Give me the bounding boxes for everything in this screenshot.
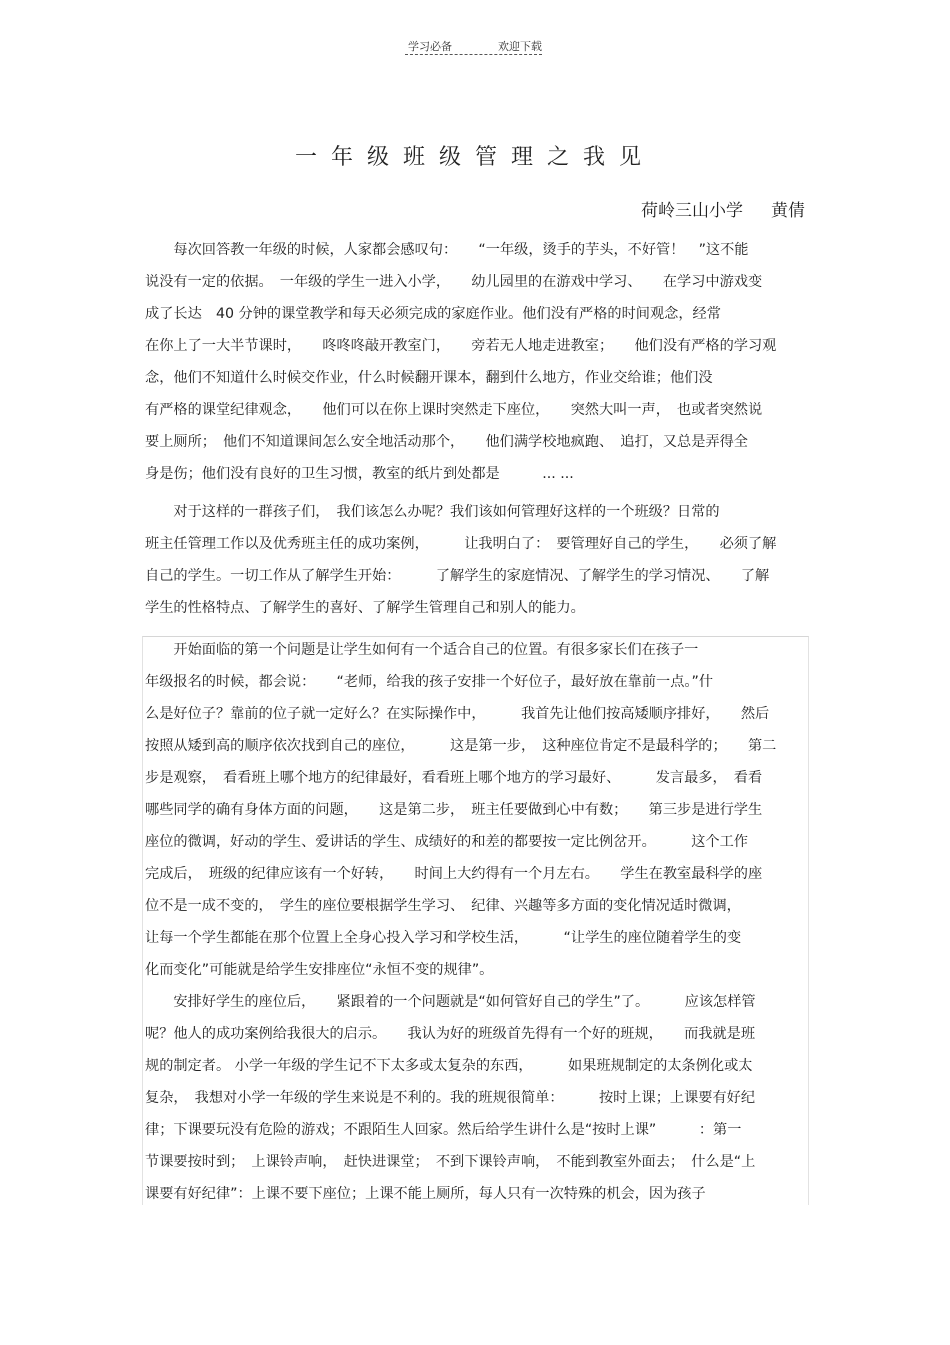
- header-dashed-rule: [405, 54, 542, 55]
- paragraph-1: [145, 234, 805, 490]
- header-left-text: 学习必备: [408, 40, 452, 53]
- paragraph-4: [145, 986, 805, 1210]
- paragraph-line: 让每一个学生都能在那个位置上全身心投入学习和学校生活， “让学生的座位随着学生的变: [145, 930, 742, 946]
- paragraph-3: [145, 634, 805, 986]
- paragraph-line: 学生的性格特点、了解学生的喜好、了解学生管理自己和别人的能力。: [145, 600, 585, 616]
- paragraph-line: 班主任管理工作以及优秀班主任的成功案例， 让我明白了： 要管理好自己的学生， 必须了解: [145, 536, 777, 552]
- author-name: 黄倩: [771, 201, 805, 221]
- paragraph-line: 呢？他人的成功案例给我很大的启示。 我认为好的班级首先得有一个好的班规， 而我就是班: [145, 1026, 756, 1042]
- paragraph-line: 完成后， 班级的纪律应该有一个好转， 时间上大约得有一个月左右。 学生在教室最科学的座: [145, 866, 763, 882]
- paragraph-line: 哪些同学的确有身体方面的问题， 这是第二步， 班主任要做到心中有数； 第三步是进行学生: [145, 802, 763, 818]
- paragraph-line: 要上厕所； 他们不知道课间怎么安全地活动那个， 他们满学校地疯跑、 追打，又总是弄得全: [145, 434, 748, 450]
- paragraph-line: 开始面临的第一个问题是让学生如何有一个适合自己的位置。有很多家长们在孩子一: [145, 642, 699, 658]
- paragraph-line: 对于这样的一群孩子们， 我们该怎么办呢？我们该如何管理好这样的一个班级？日常的: [145, 504, 720, 520]
- paragraph-line: 步是观察， 看看班上哪个地方的纪律最好，看看班上哪个地方的学习最好、 发言最多， 看看: [145, 770, 763, 786]
- paragraph-line: 课要有好纪律”：上课不要下座位；上课不能上厕所，每人只有一次特殊的机会，因为孩子: [145, 1186, 706, 1202]
- paragraph-line: 节课要按时到； 上课铃声响， 赶快进课堂； 不到下课铃声响， 不能到教室外面去； 什么是“上: [145, 1154, 756, 1170]
- paragraph-line: 身是伤；他们没有良好的卫生习惯，教室的纸片到处都是 ... ...: [145, 466, 574, 482]
- paragraph-line: 么是好位子？靠前的位子就一定好么？在实际操作中， 我首先让他们按高矮顺序排好， 然后: [145, 706, 770, 722]
- author-line: [641, 196, 805, 221]
- header-right-text: 欢迎下载: [498, 40, 542, 53]
- author-school: 荷岭三山小学: [641, 201, 743, 221]
- paragraph-line: 位不是一成不变的， 学生的座位要根据学生学习、 纪律、兴趣等多方面的变化情况适时微调，: [145, 898, 741, 914]
- paragraph-line: 座位的微调，好动的学生、爱讲话的学生、成绩好的和差的都要按一定比例岔开。 这个工作: [145, 834, 748, 850]
- paragraph-line: 年级报名的时候，都会说： “老师，给我的孩子安排一个好位子，最好放在靠前一点。”什: [145, 674, 714, 690]
- paragraph-line: 说没有一定的依据。 一年级的学生一进入小学， 幼儿园里的在游戏中学习、 在学习中游戏变: [145, 274, 763, 290]
- paragraph-line: 安排好学生的座位后， 紧跟着的一个问题就是“如何管好自己的学生”了。 应该怎样管: [145, 994, 756, 1010]
- document-title: 一年级班级管理之我见: [294, 145, 655, 170]
- paragraph-line: 成了长达 40 分钟的课堂教学和每天必须完成的家庭作业。他们没有严格的时间观念，经常: [145, 306, 721, 322]
- paragraph-line: 规的制定者。 小学一年级的学生记不下太多或太复杂的东西， 如果班规制定的太条例化或太: [145, 1058, 753, 1074]
- paragraph-line: 每次回答教一年级的时候，人家都会感叹句： “一年级，烫手的芋头，不好管！ ”这不能: [145, 242, 749, 258]
- paragraph-line: 按照从矮到高的顺序依次找到自己的座位， 这是第一步， 这种座位肯定不是最科学的； 第二: [145, 738, 777, 754]
- paragraph-2: [145, 496, 805, 624]
- paragraph-line: 复杂， 我想对小学一年级的学生来说是不利的。我的班规很简单： 按时上课；上课要有好纪: [145, 1090, 756, 1106]
- paragraph-line: 化而变化”可能就是给学生安排座位“永恒不变的规律”。: [145, 962, 494, 978]
- paragraph-line: 有严格的课堂纪律观念， 他们可以在你上课时突然走下座位， 突然大叫一声， 也或者突然说: [145, 402, 763, 418]
- paragraph-line: 念，他们不知道什么时候交作业，什么时候翻开课本，翻到什么地方，作业交给谁；他们没: [145, 370, 713, 386]
- paragraph-line: 律；下课要玩没有危险的游戏；不跟陌生人回家。然后给学生讲什么是“按时上课” ：第一: [145, 1122, 742, 1138]
- paragraph-line: 自己的学生。一切工作从了解学生开始： 了解学生的家庭情况、了解学生的学习情况、 了解: [145, 568, 770, 584]
- paragraph-line: 在你上了一大半节课时， 咚咚咚敲开教室门， 旁若无人地走进教室； 他们没有严格的学习观: [145, 338, 777, 354]
